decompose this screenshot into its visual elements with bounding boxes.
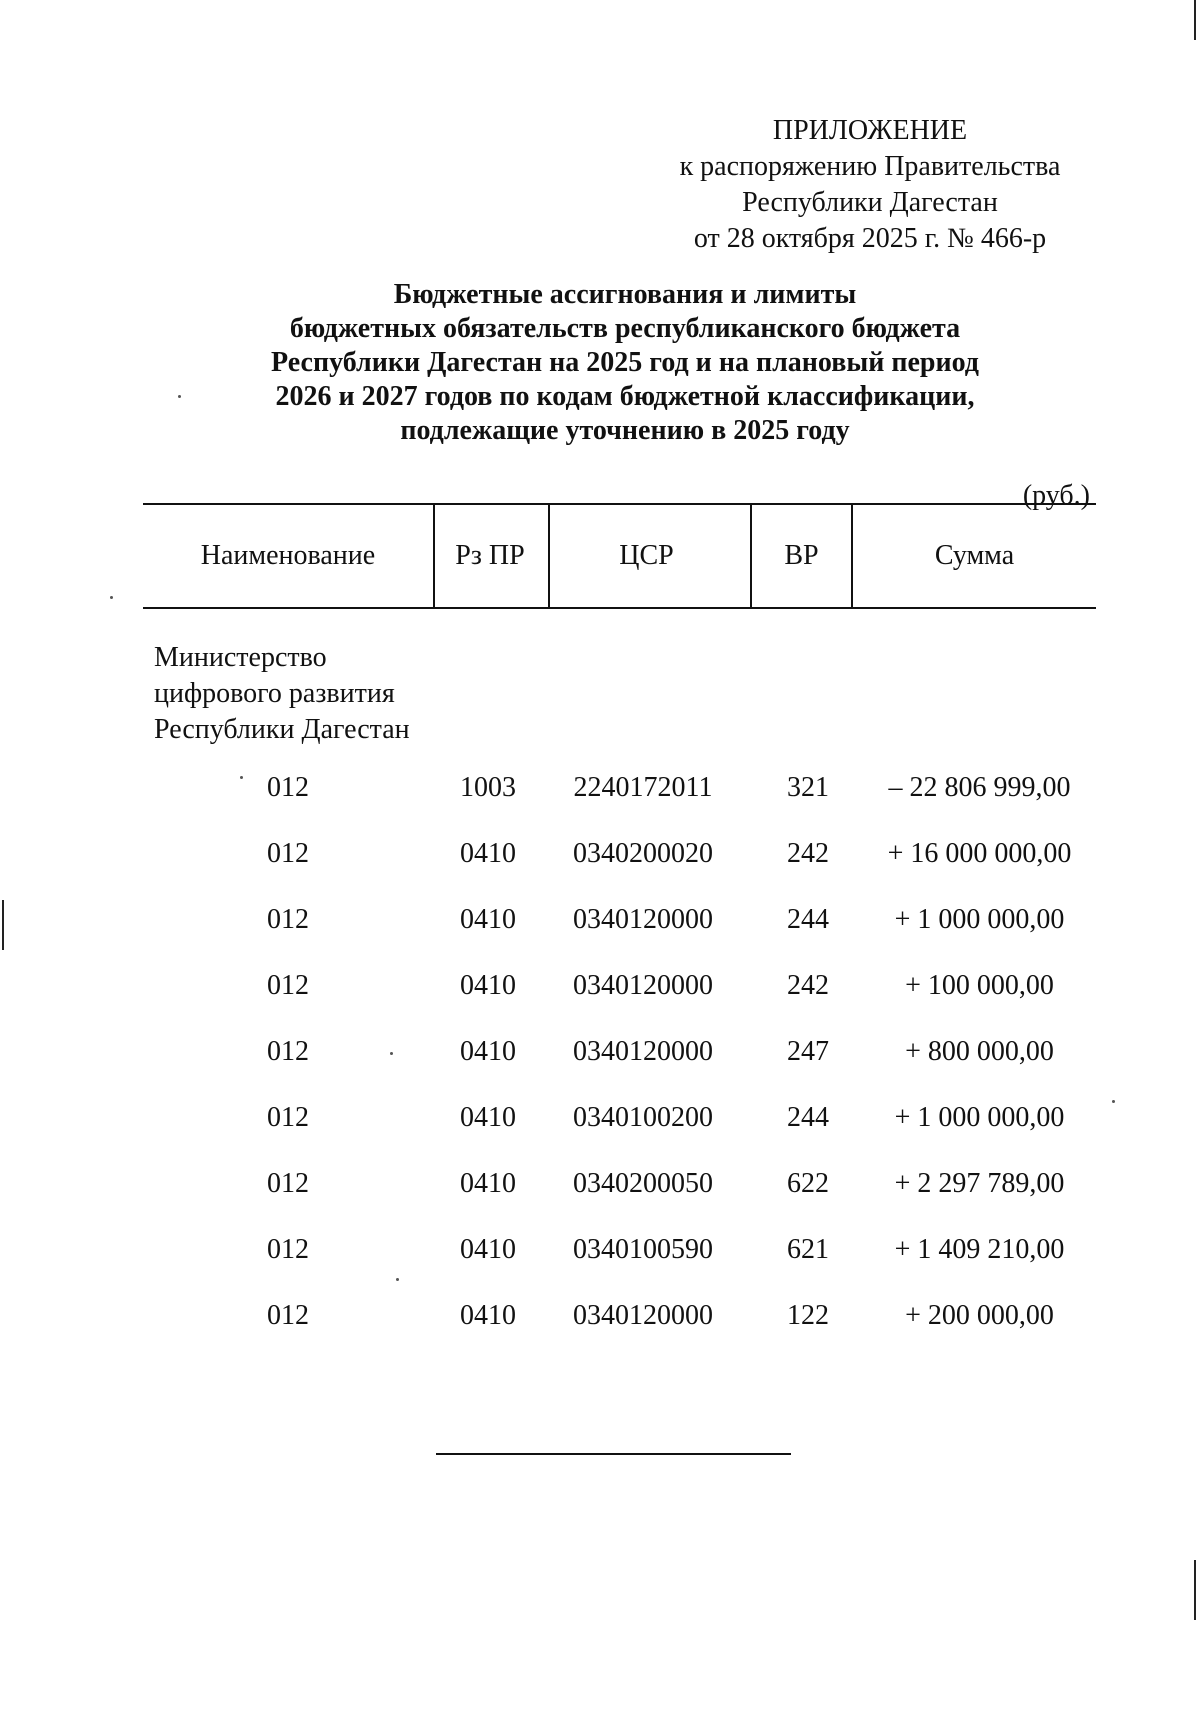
- table-row: [143, 1296, 1096, 1362]
- title-line: Республики Дагестан на 2025 год и на плановый период: [271, 347, 979, 378]
- ministry-name: [154, 640, 474, 748]
- cell-sum: + 800 000,00: [905, 1036, 1054, 1067]
- cell-vr: 244: [787, 904, 829, 935]
- cell-ved: 012: [267, 904, 309, 935]
- appendix-line-3: Республики Дагестан: [742, 187, 998, 218]
- table-row: [143, 1098, 1096, 1164]
- cell-rzpr: 1003: [460, 772, 516, 803]
- scan-edge-mark: [2, 900, 4, 950]
- cell-csr: 0340200020: [573, 838, 713, 869]
- scan-speck: [390, 1052, 393, 1055]
- cell-rzpr: 0410: [460, 1102, 516, 1133]
- header-csr: ЦСР: [619, 540, 674, 571]
- scan-speck: [110, 596, 113, 599]
- appendix-header: [640, 113, 1100, 257]
- cell-sum: + 100 000,00: [905, 970, 1054, 1001]
- cell-vr: 242: [787, 838, 829, 869]
- cell-rzpr: 0410: [460, 1036, 516, 1067]
- cell-rzpr: 0410: [460, 904, 516, 935]
- header-name: Наименование: [200, 540, 376, 571]
- title-line: подлежащие уточнению в 2025 году: [400, 415, 850, 446]
- cell-ved: 012: [267, 1102, 309, 1133]
- scan-speck: [396, 1278, 399, 1281]
- cell-vr: 244: [787, 1102, 829, 1133]
- table-row: [143, 966, 1096, 1032]
- appendix-line-2: к распоряжению Правительства: [679, 151, 1061, 182]
- table-row: [143, 768, 1096, 834]
- title-line: бюджетных обязательств республиканского бюджета: [289, 313, 961, 344]
- table-row: [143, 1032, 1096, 1098]
- cell-csr: 2240172011: [573, 772, 713, 803]
- cell-sum: + 16 000 000,00: [887, 838, 1072, 869]
- cell-vr: 242: [787, 970, 829, 1001]
- ministry-name-line: Республики Дагестан: [154, 714, 410, 745]
- cell-sum: + 200 000,00: [905, 1300, 1054, 1331]
- cell-ved: 012: [267, 970, 309, 1001]
- table-row: [143, 834, 1096, 900]
- scan-speck: [178, 395, 181, 398]
- table-row: [143, 900, 1096, 966]
- scan-speck: [1112, 1100, 1115, 1103]
- cell-csr: 0340100200: [573, 1102, 713, 1133]
- cell-rzpr: 0410: [460, 1234, 516, 1265]
- cell-sum: + 2 297 789,00: [894, 1168, 1065, 1199]
- cell-csr: 0340120000: [573, 1036, 713, 1067]
- cell-csr: 0340100590: [573, 1234, 713, 1265]
- cell-vr: 321: [787, 772, 829, 803]
- cell-csr: 0340120000: [573, 1300, 713, 1331]
- ministry-name-line: Министерство: [154, 642, 327, 673]
- cell-vr: 621: [787, 1234, 829, 1265]
- cell-ved: 012: [267, 1168, 309, 1199]
- cell-rzpr: 0410: [460, 970, 516, 1001]
- cell-ved: 012: [267, 772, 309, 803]
- cell-ved: 012: [267, 1300, 309, 1331]
- scan-edge-mark: [1194, 0, 1196, 40]
- cell-sum: + 1 000 000,00: [894, 904, 1065, 935]
- cell-csr: 0340200050: [573, 1168, 713, 1199]
- cell-sum: + 1 000 000,00: [894, 1102, 1065, 1133]
- header-rzpr: Рз ПР: [455, 540, 525, 571]
- scan-speck: [240, 776, 243, 779]
- appendix-label: ПРИЛОЖЕНИЕ: [772, 115, 968, 146]
- document-title: [200, 278, 1050, 448]
- table-row: [143, 1164, 1096, 1230]
- cell-sum: + 1 409 210,00: [894, 1234, 1065, 1265]
- cell-rzpr: 0410: [460, 1168, 516, 1199]
- cell-rzpr: 0410: [460, 1300, 516, 1331]
- table-row: [143, 1230, 1096, 1296]
- scan-edge-mark: [1194, 1560, 1196, 1620]
- title-line: 2026 и 2027 годов по кодам бюджетной классификации,: [275, 381, 975, 412]
- header-vr: ВР: [784, 540, 819, 571]
- title-line: Бюджетные ассигнования и лимиты: [393, 279, 857, 310]
- cell-ved: 012: [267, 838, 309, 869]
- table-header: [143, 503, 1096, 609]
- closing-rule: [436, 1453, 791, 1455]
- ministry-name-line: цифрового развития: [154, 678, 395, 709]
- table-body: [143, 768, 1096, 1362]
- cell-csr: 0340120000: [573, 904, 713, 935]
- appendix-date-number: от 28 октября 2025 г. № 466-р: [693, 223, 1047, 254]
- cell-rzpr: 0410: [460, 838, 516, 869]
- cell-vr: 622: [787, 1168, 829, 1199]
- cell-ved: 012: [267, 1036, 309, 1067]
- unit-note: (руб.): [1022, 480, 1090, 511]
- cell-vr: 247: [787, 1036, 829, 1067]
- header-sum: Сумма: [934, 540, 1015, 571]
- cell-sum: – 22 806 999,00: [888, 772, 1071, 803]
- cell-ved: 012: [267, 1234, 309, 1265]
- cell-vr: 122: [787, 1300, 829, 1331]
- cell-csr: 0340120000: [573, 970, 713, 1001]
